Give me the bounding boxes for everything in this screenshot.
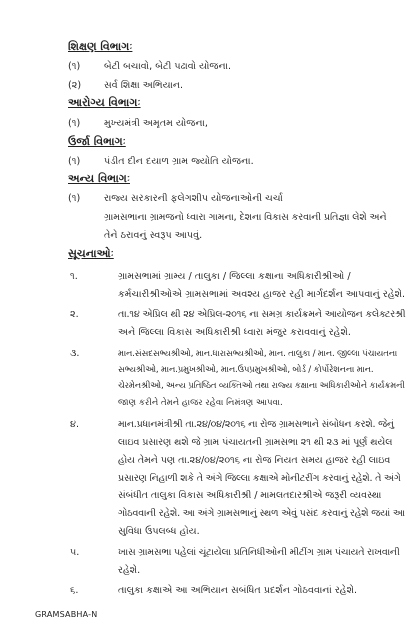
note-text: કર્મચારીશ્રીઓએ ગ્રામસભામાં અવશ્ય હાજર રહી માર્ગદર્શન આપવાનું રહેશે. [118,289,406,300]
note-text: ગ્રામસભામાં ગ્રામ્ય / તાલુકા / જિલ્લા કક્ષાના અધિકારીશ્રીઓ / [118,271,351,282]
note-text: લાઇવ પ્રસારણ થશે જે ગ્રામ પંચાયતની ગ્રામસભા ૨૧ થી ૨૩ માં પૂર્ણ થયેલ [118,437,393,448]
note-text: સભ્યશ્રીઓ, માન.પ્રમુખશ્રીઓ, માન.ઉપપ્રમુખશ્રીઓ, બોર્ડ / કોર્પોરેશનના માન. [118,365,374,375]
item-number: (૧) [68,193,81,204]
notes-heading: સૂચનાઓઃ [68,247,114,260]
item-text: મુખ્યમંત્રી અમૃતમ યોજના, [104,118,208,129]
note-text: રહેશે. [118,565,141,576]
section-heading-energy: ઉર્જા વિભાગઃ [68,135,126,148]
item-text: સર્વ શિક્ષા અભિયાન. [104,80,184,91]
item-text: રાજ્ય સરકારની ફલેગશીપ યોજનાઓની ચર્ચા [104,193,283,204]
note-text: ચેરમેનશ્રીઓ, અન્ય પ્રતિષ્ઠિત વ્યક્તિઓ તથા રાજ્ય કક્ષાના અધિકારીઓને કાર્યક્રમની [118,381,405,391]
item-number: (૨) [68,80,82,91]
item-text: ગ્રામસભાના ગ્રામજનો ધ્વારા ગામના, દેશના વિકાસ કરવાની પ્રતિજ્ઞા લેશે અને [104,212,387,223]
note-text: માન.સંસદસભ્યશ્રીઓ, માન.ધારાસભ્યશ્રીઓ, માન. તાલુકા / માન. જીલ્લા પંચાયતના [118,349,398,359]
item-text: પંડીત દીન દયાળ ગ્રામ જ્યોતિ યોજના. [104,156,254,167]
note-text: ગોઠવવાની રહેશે. આ અંગે ગ્રામસભાનું સ્થળ એવું પસંદ કરવાનું રહેશે જયાં આ [118,508,405,519]
note-text: ખાસ ગ્રામસભા પહેલાં ચૂંટાયેલા પ્રતિનિધીઓની મીટીંગ ગ્રામ પંચાયતે રાખવાની [118,547,400,558]
section-heading-other: અન્ય વિભાગઃ [68,172,130,185]
note-number: ૧. [70,271,78,282]
note-number: ૬. [70,585,79,596]
note-number: ૪. [70,419,79,430]
note-number: ૨. [70,309,79,320]
note-text: અને જિલ્લા વિકાસ અધિકારીશ્રી ધ્વારા મંજુર કરાવવાનું રહેશે. [118,327,351,338]
item-number: (૧) [68,156,81,167]
note-text: જાણ કરીને તેમને હાજર રહેવા નિમંત્રણ આપવા. [118,398,283,408]
note-text: તા.૧૪ એપ્રિલ થી ૨૪ એપ્રિલ-૨૦૧૬ ના સમગ્ર કાર્યક્રમને આયોજન કલેક્ટરશ્રી [118,309,406,320]
footer-code: GRAMSABHA-N [35,610,98,619]
item-text: બેટી બચાવો, બેટી પઢાવો યોજના. [104,61,232,72]
note-number: ૫. [70,547,80,558]
section-heading-education: શિક્ષણ વિભાગઃ [68,40,133,53]
item-number: (૧) [68,118,81,129]
item-number: (૧) [68,61,81,72]
note-text: માન.પ્રધાનમંત્રીશ્રી તા.૨૪/૦૪/૨૦૧૬ ના રોજ ગ્રામસભાને સંબોધન કરશે. જેનું [118,419,394,430]
note-text: તાલુકા કક્ષાએ આ અભિયાન સબંધિત પ્રદર્શન ગોઠવવાનાં રહેશે. [118,585,358,596]
note-text: સંબંધીત તાલુકા વિકાસ અધિકારીશ્રી / મામલતદારશ્રીએ જરૂરી વ્યવસ્થા [118,490,382,501]
section-heading-health: આરોગ્ય વિભાગઃ [68,96,141,109]
note-text: હોય તેમને પણ તા.૨૪/૦૪/૨૦૧૬ ના રોજ નિયત સમય હાજર રહી લાઇવ [118,455,391,466]
item-text: તેને ઠરાવનું સ્વરૂપ આપવું. [104,230,203,241]
note-number: ૩. [70,348,80,359]
note-text: પ્રસારણ નિહાળી શકે તે અંગે જિલ્લા કક્ષાએ મોનીટરીંગ કરવાનું રહેશે. તે અંગે [118,473,401,484]
note-text: સુવિધા ઉપલબ્ધ હોય. [118,526,200,537]
